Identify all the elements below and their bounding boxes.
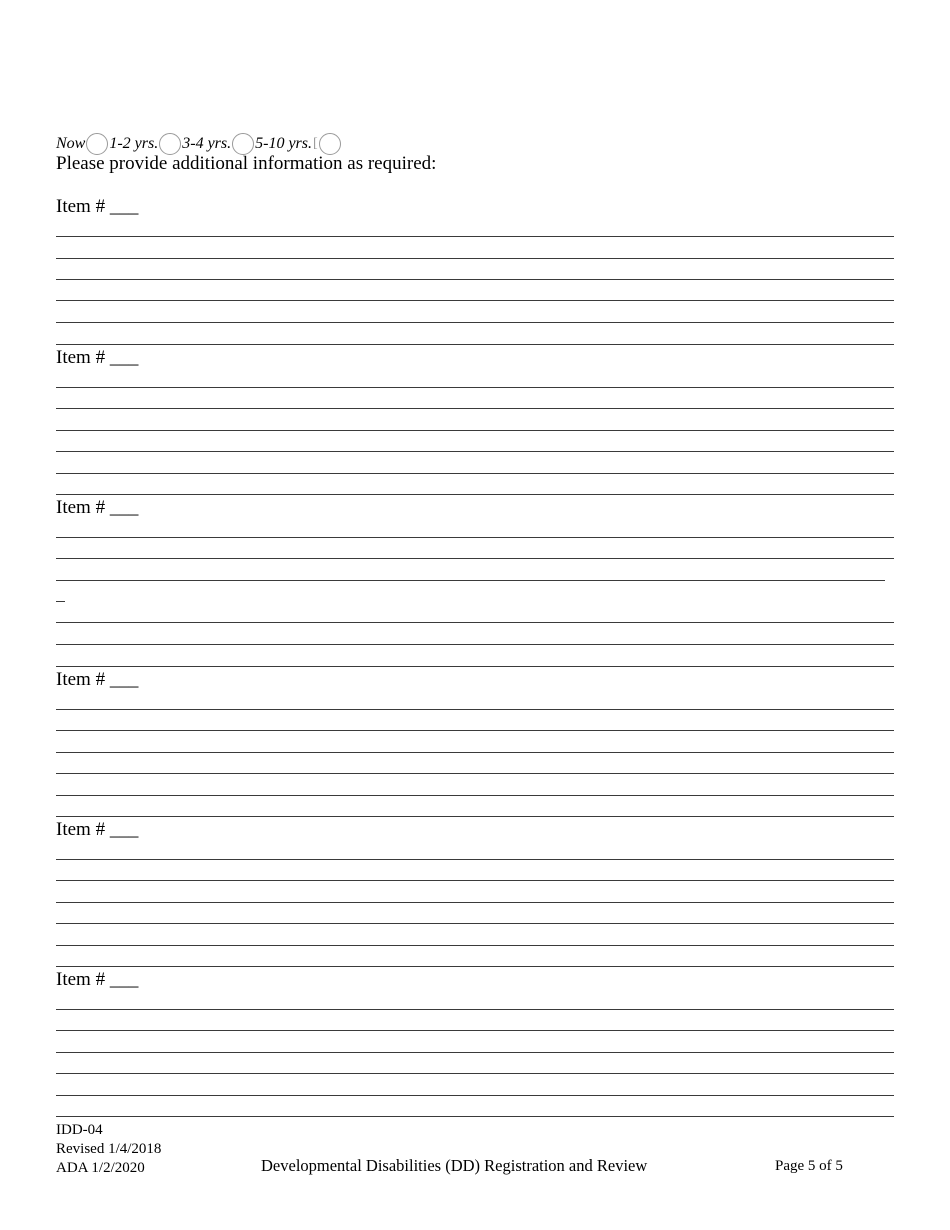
answer-line[interactable] [56,300,894,301]
answer-line[interactable] [56,859,894,860]
answer-line[interactable] [56,709,894,710]
answer-line[interactable] [56,451,894,452]
answer-line[interactable] [56,580,885,581]
answer-line[interactable] [56,494,894,495]
footer-document-title: Developmental Disabilities (DD) Registration and Review [261,1156,648,1175]
duration-option-5-10-yrs [255,133,342,155]
answer-line[interactable] [56,1116,894,1117]
answer-line[interactable] [56,816,894,817]
answer-line[interactable] [56,923,894,924]
footer-form-info [56,1121,161,1178]
answer-line[interactable] [56,880,894,881]
item-number-label-3: Item # ___ [56,497,139,518]
answer-line[interactable] [56,1030,894,1031]
footer-ada-date: ADA 1/2/2020 [56,1160,145,1176]
footer-revised-date: Revised 1/4/2018 [56,1141,162,1157]
answer-line[interactable] [56,966,894,967]
bracket-glyph: [ [313,136,318,151]
item-number-label-5: Item # ___ [56,819,139,840]
answer-line[interactable] [56,752,894,753]
answer-line[interactable] [56,258,894,259]
answer-line[interactable] [56,279,894,280]
answer-line[interactable] [56,473,894,474]
instructions-text: Please provide additional information as required: [56,153,437,174]
duration-option-1-2-yrs [109,133,182,155]
radio-5-10-yrs[interactable] [319,133,341,155]
answer-line[interactable] [56,622,894,623]
radio-now[interactable] [86,133,108,155]
item-number-label-1: Item # ___ [56,196,139,217]
duration-label-now: Now [56,135,86,152]
answer-line[interactable] [56,1052,894,1053]
duration-option-now [56,133,109,155]
answer-line[interactable] [56,558,894,559]
answer-line[interactable] [56,236,894,237]
answer-line[interactable] [56,537,894,538]
radio-1-2-yrs[interactable] [159,133,181,155]
radio-3-4-yrs[interactable] [232,133,254,155]
answer-line[interactable] [56,773,894,774]
item-number-label-2: Item # ___ [56,347,139,368]
answer-line[interactable] [56,730,894,731]
answer-line[interactable] [56,1095,894,1096]
answer-line[interactable] [56,666,894,667]
duration-option-3-4-yrs [182,133,255,155]
answer-line-stub [56,601,65,602]
duration-label-1-2-yrs: 1-2 yrs. [109,135,159,152]
duration-label-5-10-yrs: 5-10 yrs. [255,135,313,152]
item-number-label-6: Item # ___ [56,969,139,990]
answer-line[interactable] [56,344,894,345]
footer-form-id: IDD-04 [56,1122,103,1138]
duration-label-3-4-yrs: 3-4 yrs. [182,135,232,152]
answer-line[interactable] [56,902,894,903]
answer-line[interactable] [56,644,894,645]
answer-line[interactable] [56,1009,894,1010]
answer-line[interactable] [56,945,894,946]
answer-line[interactable] [56,387,894,388]
answer-line[interactable] [56,795,894,796]
answer-line[interactable] [56,322,894,323]
answer-line[interactable] [56,430,894,431]
answer-line[interactable] [56,408,894,409]
answer-line[interactable] [56,1073,894,1074]
footer-page-number: Page 5 of 5 [775,1158,843,1174]
item-number-label-4: Item # ___ [56,669,139,690]
